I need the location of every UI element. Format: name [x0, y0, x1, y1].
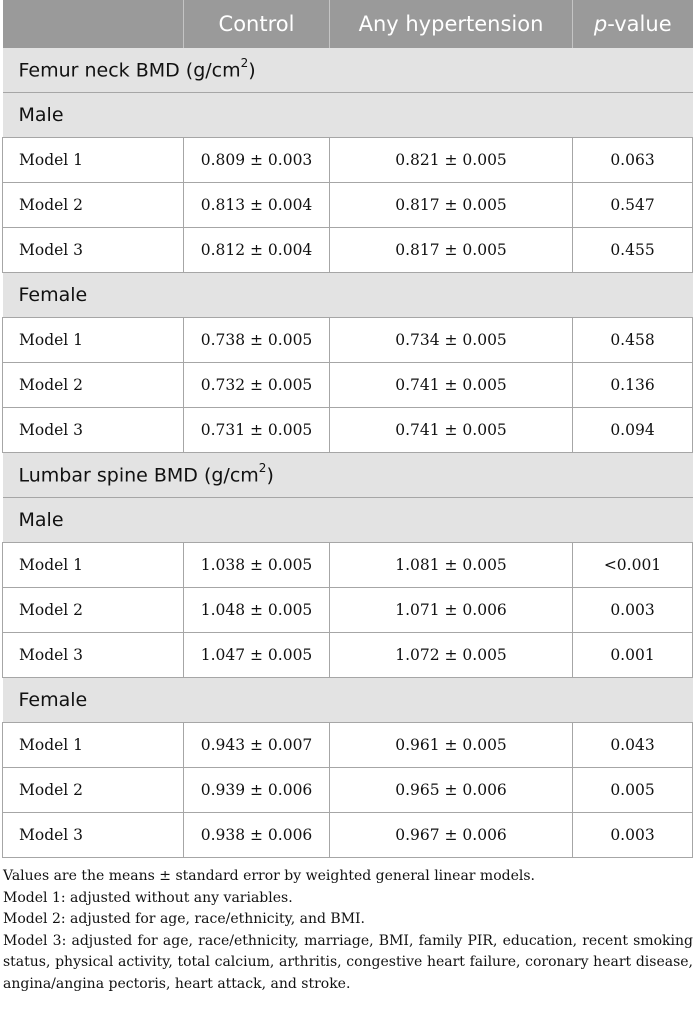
control-cell: 0.813 ± 0.004	[184, 183, 330, 228]
control-cell: 0.732 ± 0.005	[184, 363, 330, 408]
p-value-cell: 0.003	[573, 588, 693, 633]
section-title-end: )	[266, 464, 274, 487]
model-cell: Model 1	[3, 723, 184, 768]
results-table	[2, 0, 693, 858]
control-cell: 1.038 ± 0.005	[184, 543, 330, 588]
hypertension-cell: 0.817 ± 0.005	[330, 183, 573, 228]
control-cell: 1.048 ± 0.005	[184, 588, 330, 633]
hypertension-cell: 0.961 ± 0.005	[330, 723, 573, 768]
table-row	[3, 318, 693, 363]
footnote-model-3: Model 3: adjusted for age, race/ethnicity, marriage, BMI, family PIR, education, recent smoking status, physical activity, total calcium, arthritis, congestive heart failure, coronary heart disease, angina/angina pectoris, heart attack, and stroke.	[3, 932, 693, 992]
group-header-row	[3, 498, 693, 543]
table-row	[3, 768, 693, 813]
hypertension-cell: 1.081 ± 0.005	[330, 543, 573, 588]
section-title-text: Lumbar spine BMD (g/cm	[18, 464, 259, 487]
hypertension-cell: 0.741 ± 0.005	[330, 363, 573, 408]
control-cell: 0.939 ± 0.006	[184, 768, 330, 813]
table-row	[3, 363, 693, 408]
model-cell: Model 1	[3, 138, 184, 183]
p-value-cell: <0.001	[573, 543, 693, 588]
p-value-cell: 0.136	[573, 363, 693, 408]
group-header-row	[3, 678, 693, 723]
p-value-cell: 0.043	[573, 723, 693, 768]
table-row	[3, 543, 693, 588]
footnote-values: Values are the means ± standard error by weighted general linear models.	[3, 868, 535, 884]
hypertension-cell: 0.741 ± 0.005	[330, 408, 573, 453]
model-cell: Model 2	[3, 363, 184, 408]
table-body	[3, 48, 693, 858]
section-title-end: )	[248, 59, 256, 82]
section-title-superscript: 2	[240, 56, 249, 71]
control-cell: 0.943 ± 0.007	[184, 723, 330, 768]
header-blank	[3, 0, 184, 48]
p-value-cell: 0.001	[573, 633, 693, 678]
table-container	[2, 0, 692, 995]
section-title	[3, 48, 693, 93]
model-cell: Model 2	[3, 183, 184, 228]
footnote-model-2: Model 2: adjusted for age, race/ethnicity, and BMI.	[3, 911, 366, 927]
p-value-cell: 0.005	[573, 768, 693, 813]
group-label: Male	[3, 93, 693, 138]
footnote-model-1: Model 1: adjusted without any variables.	[3, 889, 293, 906]
model-cell: Model 1	[3, 543, 184, 588]
table-header-row	[3, 0, 693, 48]
model-cell: Model 3	[3, 633, 184, 678]
section-header-row	[3, 48, 693, 93]
hypertension-cell: 0.734 ± 0.005	[330, 318, 573, 363]
hypertension-cell: 1.071 ± 0.006	[330, 588, 573, 633]
control-cell: 0.809 ± 0.003	[184, 138, 330, 183]
section-title	[3, 453, 693, 498]
header-p-rest: -value	[607, 12, 672, 36]
table-row	[3, 723, 693, 768]
hypertension-cell: 0.817 ± 0.005	[330, 228, 573, 273]
control-cell: 0.731 ± 0.005	[184, 408, 330, 453]
header-any-hypertension: Any hypertension	[330, 0, 573, 48]
p-value-cell: 0.003	[573, 813, 693, 858]
hypertension-cell: 0.965 ± 0.006	[330, 768, 573, 813]
hypertension-cell: 0.967 ± 0.006	[330, 813, 573, 858]
table-row	[3, 408, 693, 453]
group-header-row	[3, 273, 693, 318]
section-title-superscript: 2	[258, 461, 267, 476]
model-cell: Model 3	[3, 228, 184, 273]
p-value-cell: 0.063	[573, 138, 693, 183]
hypertension-cell: 0.821 ± 0.005	[330, 138, 573, 183]
control-cell: 0.938 ± 0.006	[184, 813, 330, 858]
control-cell: 0.738 ± 0.005	[184, 318, 330, 363]
group-label: Female	[3, 678, 693, 723]
header-p-italic: p	[593, 12, 608, 36]
table-row	[3, 588, 693, 633]
header-control: Control	[184, 0, 330, 48]
p-value-cell: 0.458	[573, 318, 693, 363]
p-value-cell: 0.547	[573, 183, 693, 228]
model-cell: Model 3	[3, 408, 184, 453]
section-title-text: Femur neck BMD (g/cm	[18, 59, 241, 82]
group-label: Female	[3, 273, 693, 318]
table-row	[3, 183, 693, 228]
header-p-value	[573, 0, 693, 48]
group-header-row	[3, 93, 693, 138]
p-value-cell: 0.455	[573, 228, 693, 273]
model-cell: Model 3	[3, 813, 184, 858]
control-cell: 0.812 ± 0.004	[184, 228, 330, 273]
table-row	[3, 228, 693, 273]
p-value-cell: 0.094	[573, 408, 693, 453]
model-cell: Model 2	[3, 768, 184, 813]
section-header-row	[3, 453, 693, 498]
hypertension-cell: 1.072 ± 0.005	[330, 633, 573, 678]
table-row	[3, 813, 693, 858]
group-label: Male	[3, 498, 693, 543]
model-cell: Model 1	[3, 318, 184, 363]
table-row	[3, 138, 693, 183]
table-footnotes	[2, 866, 693, 995]
control-cell: 1.047 ± 0.005	[184, 633, 330, 678]
model-cell: Model 2	[3, 588, 184, 633]
table-row	[3, 633, 693, 678]
